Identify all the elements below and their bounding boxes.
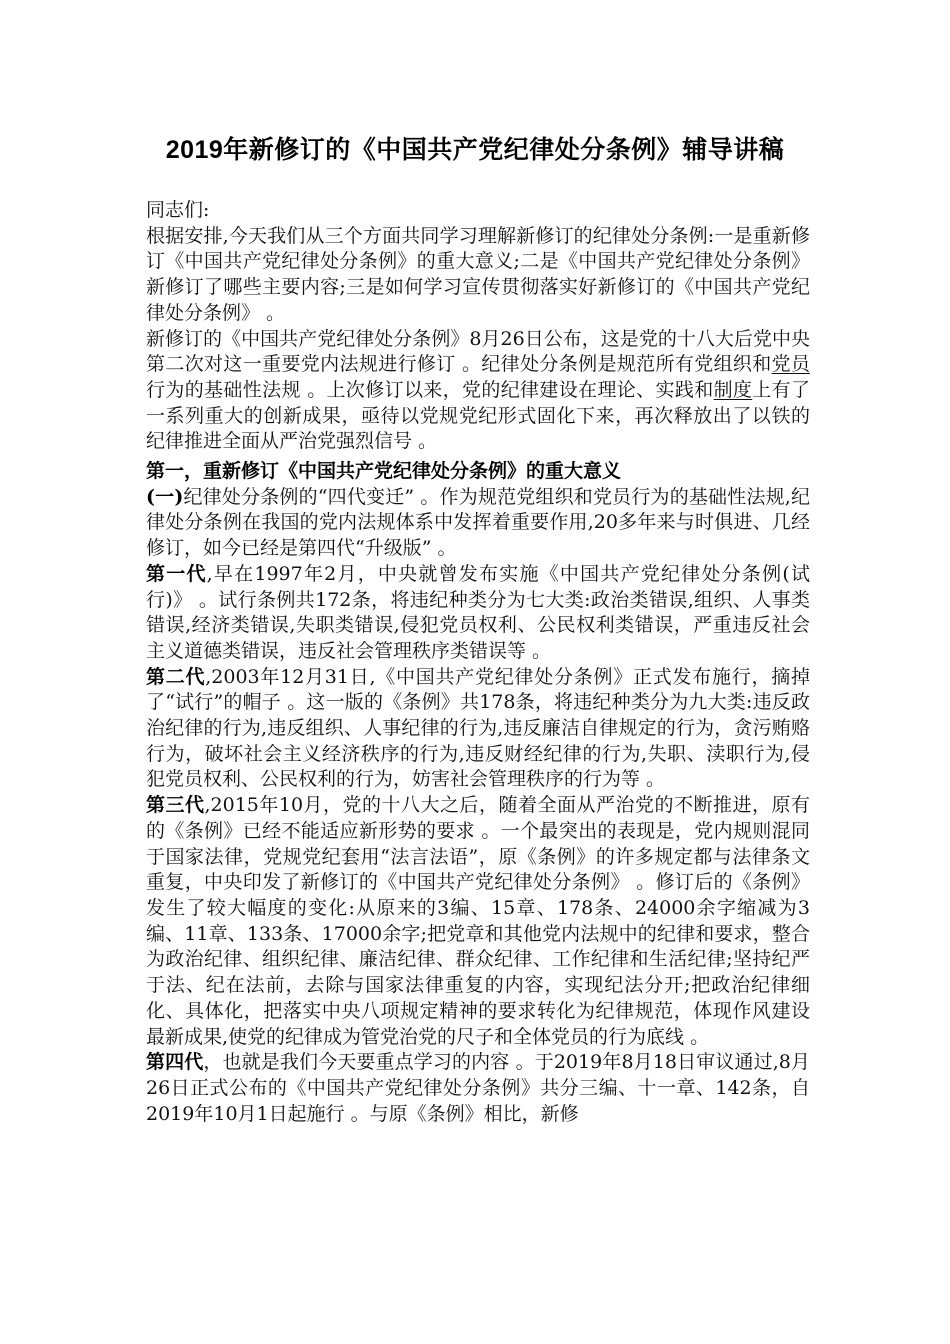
background-text-b: 行为的基础性法规 。上次修订以来，党的纪律建设在理论、实践和 [146, 378, 714, 401]
subsection-lead: 纪律处分条例的“四代变迁” 。 [183, 485, 440, 508]
subsection-text: 作为规范党组织和党员行为的基础性法规,纪律处分条例在我国的党内法规体系中发挥着重要作用,20多年来与时俱进、几经修订，如今已经是第四代“升级版” 。 [146, 485, 811, 560]
background-paragraph [146, 327, 810, 456]
background-text-c: 上有了一系列重大的创新成果，亟待以党规党纪形式固化下来，再次释放出了以铁的纪律推进全面从严治党强烈信号 。 [146, 378, 810, 453]
background-text-a: 新修订的《中国共产党纪律处分条例》8月26日公布，这是党的十八大后党中央第二次对这一重要党内法规进行修订 。纪律处分条例是规范所有党组织和 [146, 327, 810, 376]
generation-1-paragraph [146, 562, 810, 665]
generation-1-text: ,早在1997年2月，中央就曾发布实施《中国共产党纪律处分条例(试行)》 。试行条例共172条，将违纪种类分为七大类:政治类错误,组织、人事类错误,经济类错误,失职类错误,侵犯党员权利、公民权利类错误，严重违反社会主义道德类错误，违反社会管理秩序类错误等 。 [146, 562, 810, 662]
section-heading: 第一，重新修订《中国共产党纪律处分条例》的重大意义 [146, 460, 622, 483]
generation-3-text: ,2015年10月，党的十八大之后，随着全面从严治党的不断推进，原有的《条例》已经不能适应新形势的要求 。一个最突出的表现是，党内规则混同于国家法律，党规党纪套用“法言法语”，原《条例》的许多规定都与法律条文重复，中央印发了新修订的《中国共产党纪律处分条例》 。修订后的《条例》发生了较大幅度的变化:从原来的3编、15章、178条、24000余字缩减为3编、11章、133条、17000余字;把党章和其他党内法规中的纪律和要求，整合为政治纪律、组织纪律、廉洁纪律、群众纪律、工作纪律和生活纪律;坚持纪严于法、纪在法前，去除与国家法律重复的内容，实现纪法分开;把政治纪律细化、具体化，把落实中央八项规定精神的要求转化为纪律规范，体现作风建设最新成果,使党的纪律成为管党治党的尺子和全体党员的行为底线 。 [146, 794, 810, 1048]
generation-3-lead: 第三代 [146, 794, 205, 817]
generation-3-paragraph [146, 793, 810, 1050]
document-body [146, 198, 810, 1127]
generation-2-lead: 第二代 [146, 665, 206, 688]
generation-2-text: ,2003年12月31日,《中国共产党纪律处分条例》正式发布施行，摘掉了“试行”的帽子 。这一版的《条例》共178条，将违纪种类分为九大类:违反政治纪律的行为,违反组织、人事纪律的行为,违反廉洁自律规定的行为，贪污贿赂行为，破坏社会主义经济秩序的行为,违反财经纪律的行为,失职、渎职行为,侵犯党员权利、公民权利的行为，妨害社会管理秩序的行为等 。 [146, 665, 810, 791]
subsection-paragraph [146, 485, 810, 562]
intro-paragraph: 根据安排,今天我们从三个方面共同学习理解新修订的纪律处分条例:一是重新修订《中国共产党纪律处分条例》的重大意义;二是《中国共产党纪律处分条例》新修订了哪些主要内容;三是如何学习宣传贯彻落实好新修订的《中国共产党纪律处分条例》 。 [146, 224, 810, 324]
generation-1-lead: 第一代 [146, 562, 207, 585]
generation-4-lead: 第四代 [146, 1051, 204, 1074]
generation-4-text: ，也就是我们今天要重点学习的内容 。于2019年8月18日审议通过,8月26日正式公布的《中国共产党纪律处分条例》共分三编、十一章、142条，自2019年10月1日起施行 。与原《条例》相比，新修 [146, 1051, 810, 1125]
document-title: 2019年新修订的《中国共产党纪律处分条例》辅导讲稿 [165, 136, 785, 164]
underlined-term-party-member: 党员 [771, 353, 810, 376]
generation-2-paragraph [146, 665, 810, 794]
generation-4-paragraph [146, 1050, 810, 1127]
underlined-term-system: 制度 [713, 378, 753, 401]
salutation: 同志们: [146, 199, 210, 221]
subsection-label: (一) [146, 485, 184, 508]
